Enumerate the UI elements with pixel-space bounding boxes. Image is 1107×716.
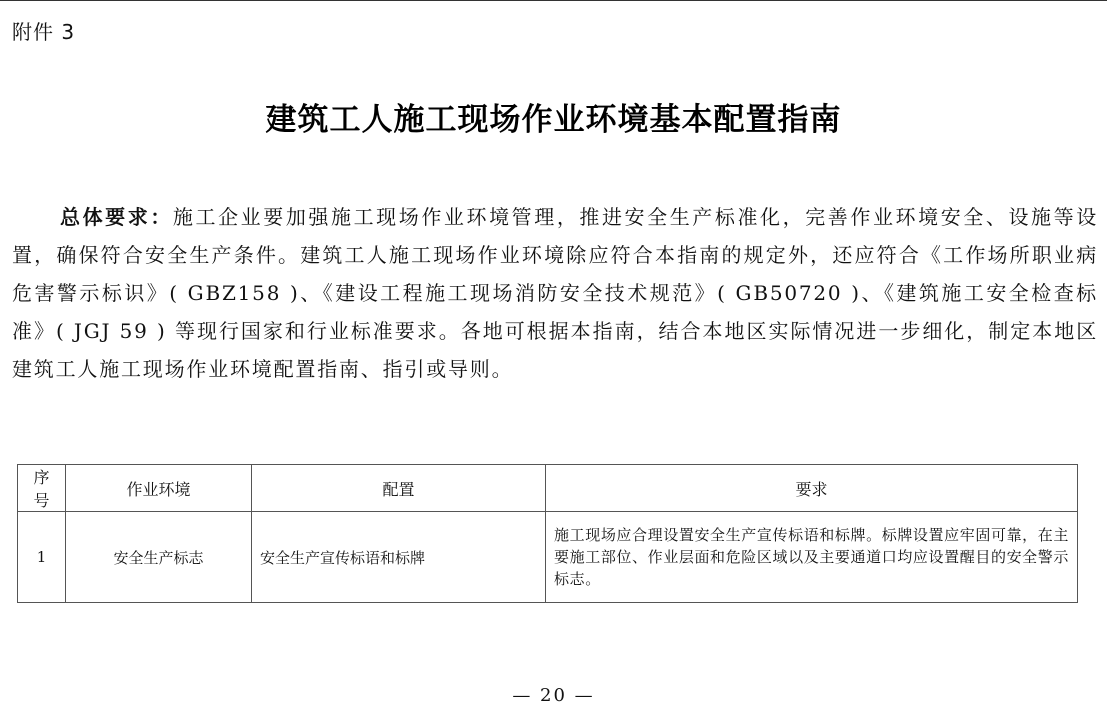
top-border-line (0, 0, 1107, 1)
header-serial-number: 序号 (18, 465, 66, 512)
cell-serial-number: 1 (18, 512, 66, 603)
general-requirements-text: 施工企业要加强施工现场作业环境管理，推进安全生产标准化，完善作业环境安全、设施等设置，确保符合安全生产条件。建筑工人施工现场作业环境除应符合本指南的规定外，还应符合《工作场所职业病危害警示标识》( GBZ158 )、《建设工程施工现场消防安全技术规范》( GB50720 )、《建筑施工安全检查标准》( JGJ 59 ) 等现行国家和行业标准要求。各地可根据本指南，结合本地区实际情况进一步细化，制定本地区建筑工人施工现场作业环境配置指南、指引或导则。 (12, 205, 1098, 381)
cell-requirement: 施工现场应合理设置安全生产宣传标语和标牌。标牌设置应牢固可靠，在主要施工部位、作业层面和危险区域以及主要通道口均应设置醒目的安全警示标志。 (546, 512, 1078, 603)
general-requirements-paragraph (12, 198, 1098, 388)
general-requirements-label: 总体要求： (60, 205, 173, 229)
document-title: 建筑工人施工现场作业环境基本配置指南 (265, 102, 842, 138)
header-configuration: 配置 (252, 465, 546, 512)
cell-work-environment: 安全生产标志 (66, 512, 252, 603)
cell-configuration: 安全生产宣传标语和标牌 (252, 512, 546, 603)
table-header-row (18, 465, 1078, 512)
header-requirement: 要求 (546, 465, 1078, 512)
attachment-label: 附件 3 (12, 20, 76, 44)
table-row (18, 512, 1078, 603)
header-work-environment: 作业环境 (66, 465, 252, 512)
page-number: — 20 — (512, 685, 595, 706)
configuration-table (17, 464, 1078, 603)
